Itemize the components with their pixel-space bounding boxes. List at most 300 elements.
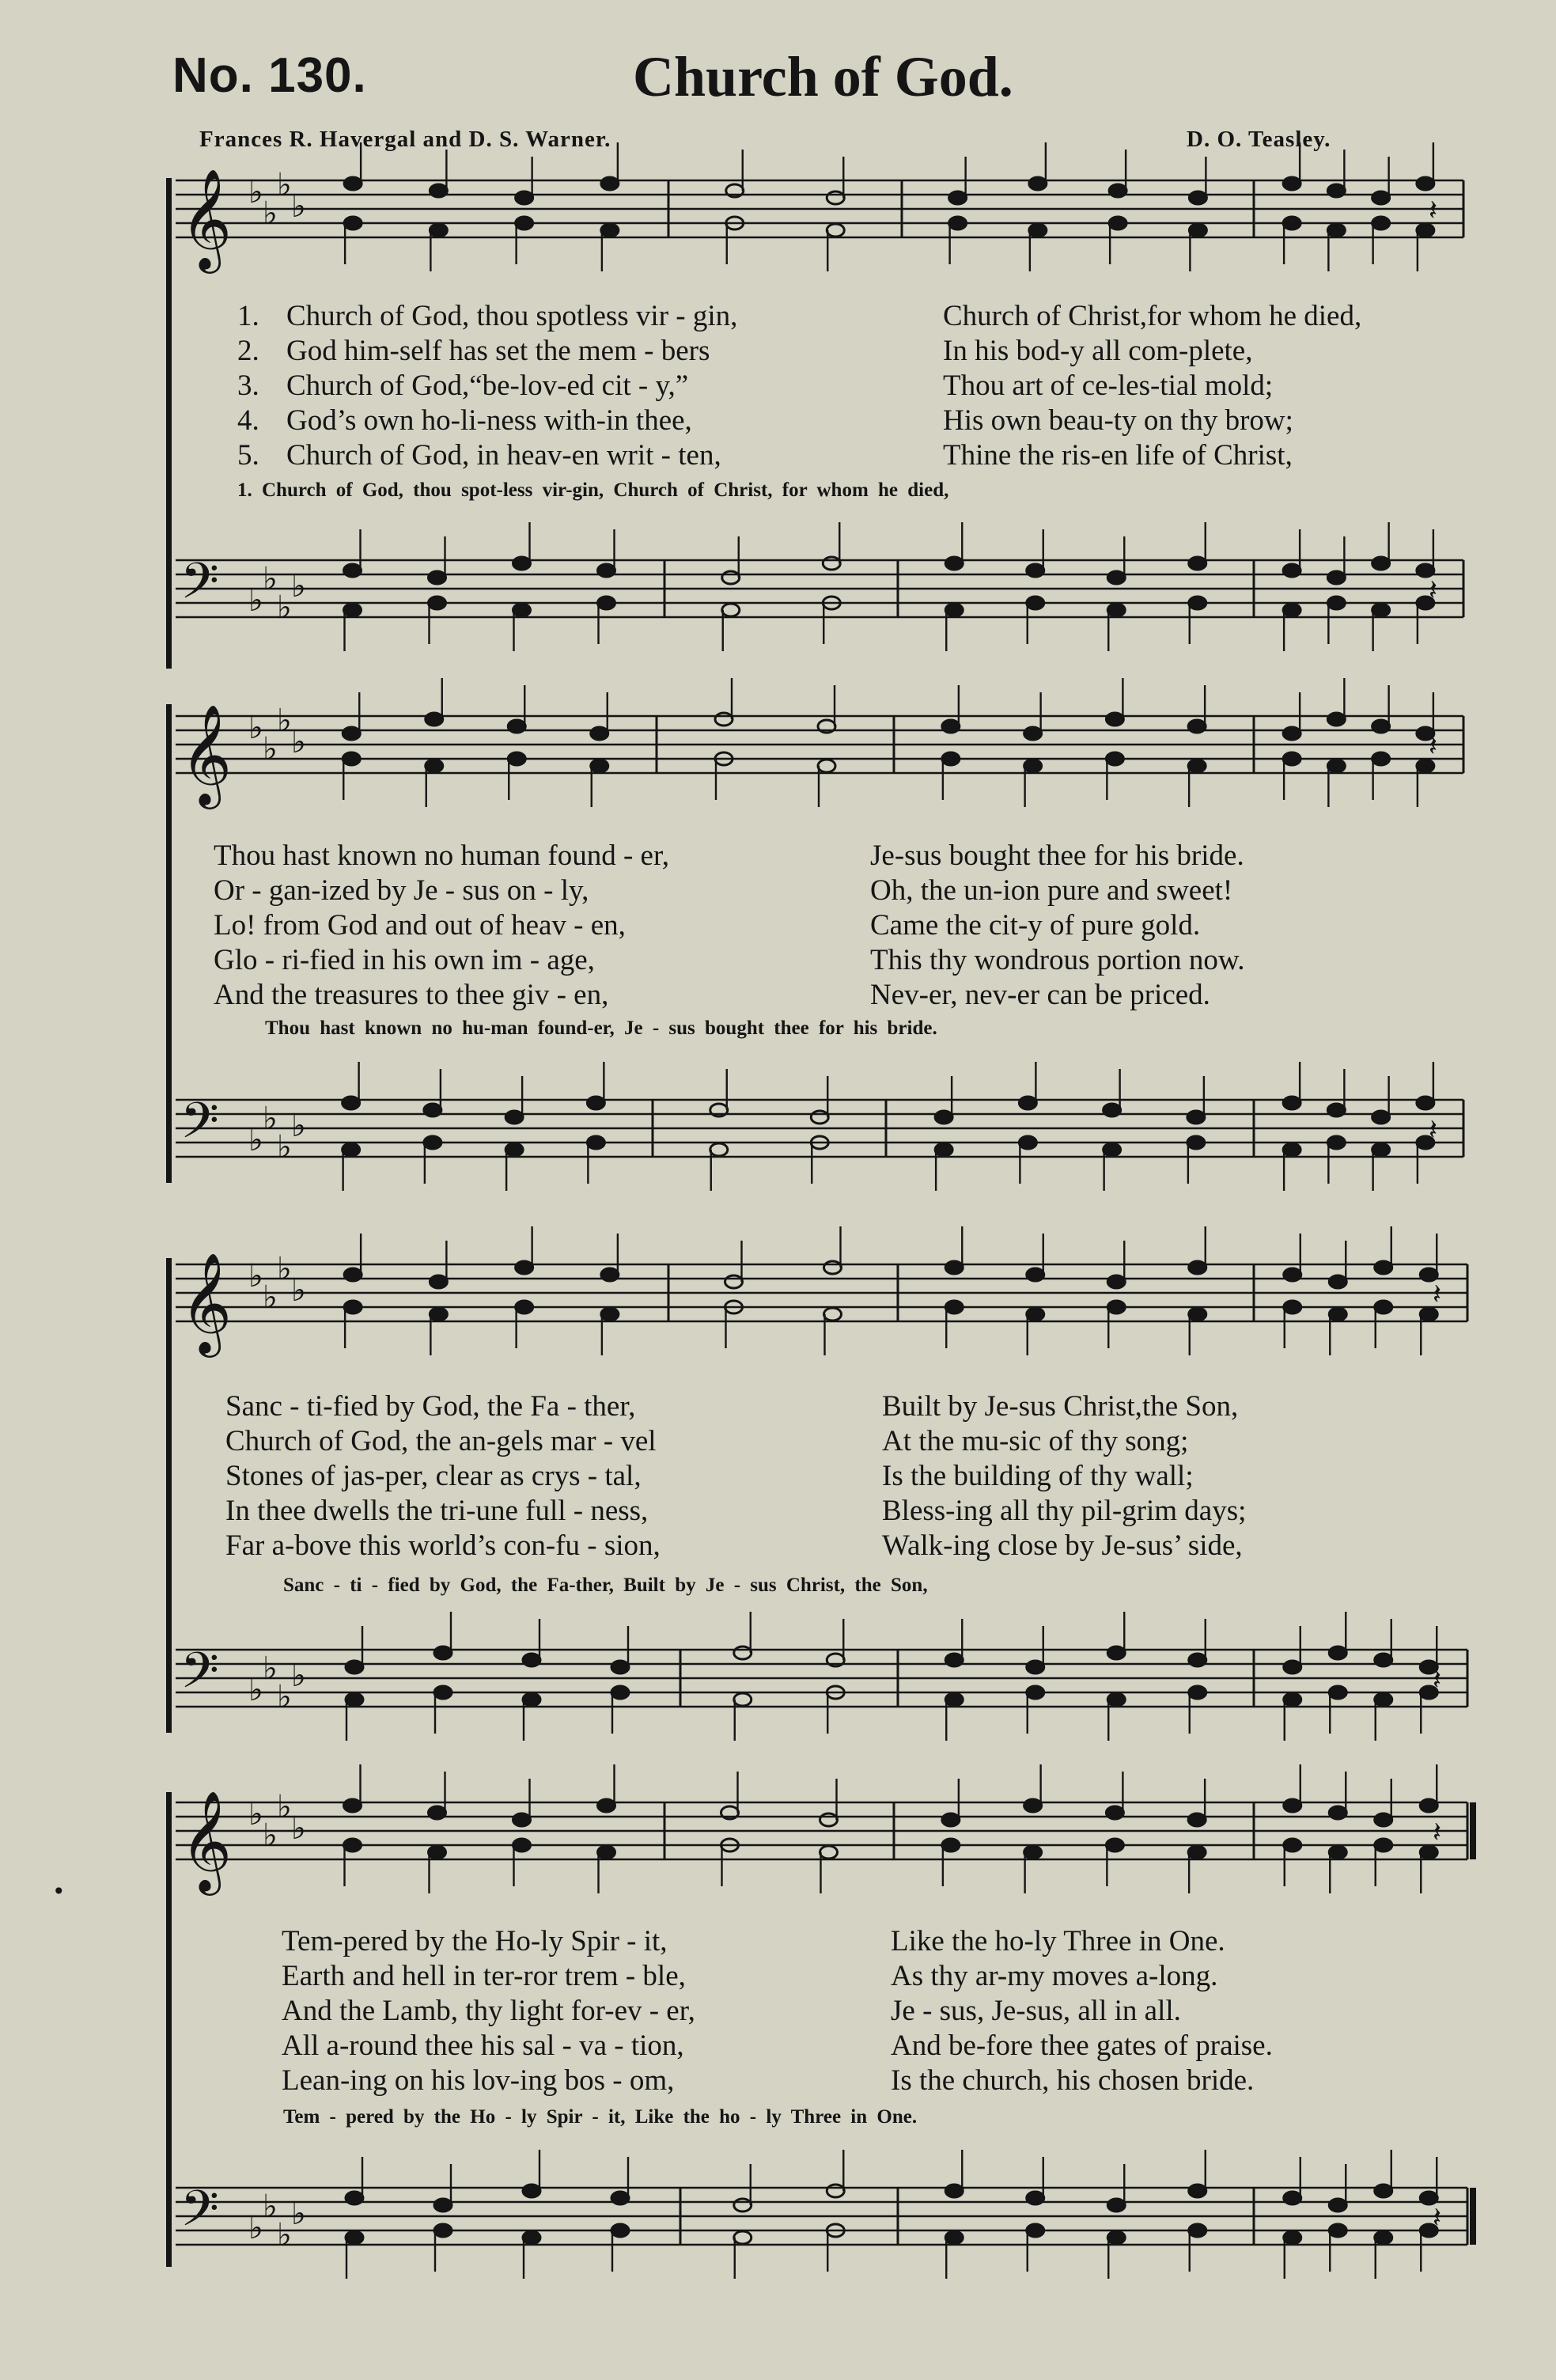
note-head: [1283, 727, 1300, 740]
bass-clef: 𝄢: [180, 1641, 219, 1711]
note-head: [516, 1301, 533, 1313]
note-head: [1283, 604, 1300, 616]
note-head: [1327, 760, 1345, 772]
flat-sign: ♭: [291, 1810, 306, 1847]
note-head: [818, 760, 835, 772]
note-head: [601, 224, 619, 237]
note-head: [1106, 1839, 1123, 1851]
note-head: [1019, 1136, 1036, 1149]
note-head: [434, 2199, 452, 2211]
rest-symbol: 𝄽: [1429, 195, 1438, 227]
verse-line: [225, 1389, 1459, 1424]
lyric-second-half: Is the building of thy wall;: [882, 1460, 1194, 1492]
note-head: [1106, 1806, 1123, 1819]
verse-line: [214, 839, 1448, 874]
flat-sign: ♭: [248, 1672, 263, 1708]
note-head: [945, 1654, 963, 1666]
note-head: [434, 2224, 452, 2237]
flat-sign: ♭: [277, 167, 292, 203]
flat-sign: ♭: [248, 1258, 263, 1294]
note-head: [823, 557, 840, 570]
lyric-first-half: Church of God, in heav-en writ - ten,: [286, 439, 721, 472]
rest-symbol: 𝄽: [1433, 1664, 1442, 1696]
note-head: [824, 1308, 842, 1321]
note-head: [343, 727, 360, 740]
note-head: [344, 177, 362, 190]
note-head: [820, 1813, 838, 1826]
note-head: [1372, 1143, 1390, 1156]
lyric-first-half: All a-round thee his sal - va - tion,: [282, 2029, 684, 2062]
verse-line: [214, 978, 1448, 1013]
note-head: [505, 1111, 523, 1124]
flat-sign: ♭: [263, 2189, 278, 2225]
verse-line: [214, 874, 1448, 908]
note-head: [1283, 1097, 1300, 1109]
note-head: [430, 224, 447, 237]
note-head: [1187, 1111, 1205, 1124]
note-head: [1027, 1308, 1044, 1321]
note-head: [505, 1143, 523, 1156]
flat-sign: ♭: [248, 174, 263, 210]
note-head: [1375, 1654, 1392, 1666]
note-head: [1327, 224, 1345, 237]
flat-sign: ♭: [263, 561, 278, 597]
note-head: [935, 1111, 952, 1124]
verse-line: [225, 1529, 1459, 1563]
verses-system-2: [214, 839, 1448, 1013]
final-barline: [1470, 2188, 1476, 2245]
note-head: [508, 752, 525, 765]
note-head: [710, 1143, 728, 1156]
note-head: [1107, 2199, 1125, 2211]
note-head: [1104, 1104, 1121, 1116]
note-head: [1327, 713, 1345, 726]
note-head: [344, 604, 362, 616]
note-head: [508, 720, 525, 733]
final-barline: [1470, 1802, 1476, 1859]
lyric-second-half: Built by Je-sus Christ,the Son,: [882, 1390, 1239, 1423]
lyric-first-half: Thou hast known no human found - er,: [214, 839, 670, 872]
note-head: [598, 597, 615, 609]
lyric-second-half: And be-fore thee gates of praise.: [891, 2029, 1273, 2062]
note-head: [945, 1261, 963, 1274]
note-head: [611, 2224, 629, 2237]
lyric-first-half: Lean-ing on his lov-ing bos - om,: [282, 2064, 675, 2097]
note-head: [827, 2185, 844, 2197]
note-head: [1189, 557, 1206, 570]
note-head: [1329, 1806, 1346, 1819]
note-head: [715, 713, 733, 726]
note-head: [827, 224, 844, 237]
lyric-second-half: Nev-er, nev-er can be priced.: [870, 979, 1210, 1011]
note-head: [734, 2231, 751, 2244]
note-head: [1189, 2224, 1206, 2237]
rest-symbol: 𝄽: [1433, 2202, 1442, 2234]
treble-clef: 𝄞: [180, 168, 233, 269]
lyric-second-half: Church of Christ,for whom he died,: [943, 300, 1362, 332]
note-head: [1375, 1301, 1392, 1313]
verse-number: 1.: [237, 300, 259, 332]
rest-symbol: 𝄽: [1429, 1114, 1438, 1146]
note-head: [429, 571, 446, 584]
note-head: [1375, 1261, 1392, 1274]
note-head: [942, 752, 960, 765]
flat-sign: ♭: [263, 195, 278, 232]
note-head: [1375, 1693, 1392, 1706]
bass-lyrics-1: 1. Church of God, thou spot-less vir-gin, Church of Christ, for whom he died,: [237, 479, 949, 501]
note-head: [426, 713, 443, 726]
note-head: [1109, 184, 1126, 197]
note-head: [598, 1799, 615, 1812]
note-head: [1188, 1813, 1206, 1826]
note-head: [1329, 1275, 1346, 1288]
note-head: [1284, 1268, 1301, 1281]
note-head: [1283, 217, 1300, 229]
note-head: [942, 720, 960, 733]
flat-sign: ♭: [291, 1108, 306, 1144]
note-head: [942, 1839, 960, 1851]
note-head: [1107, 2231, 1125, 2244]
note-head: [601, 1268, 619, 1281]
verse-line: [282, 2029, 1516, 2064]
flat-sign: ♭: [263, 1650, 278, 1687]
bass-lyrics-4: Tem - pered by the Ho - ly Spir - it, Like the ho - ly Three in One.: [283, 2106, 918, 2128]
note-head: [824, 1261, 842, 1274]
lyric-first-half: Far a-bove this world’s con-fu - sion,: [225, 1529, 661, 1562]
note-head: [1188, 720, 1206, 733]
note-head: [1187, 1136, 1205, 1149]
lyric-first-half: In thee dwells the tri-une full - ness,: [225, 1495, 649, 1527]
note-head: [513, 557, 531, 570]
flat-sign: ♭: [277, 1679, 292, 1715]
flat-sign: ♭: [263, 1279, 278, 1316]
note-head: [1027, 597, 1044, 609]
note-head: [424, 1136, 441, 1149]
hymn-number: No. 130.: [172, 48, 367, 103]
composer-credit: D. O. Teasley.: [1187, 127, 1331, 152]
note-head: [1027, 2224, 1044, 2237]
note-head: [1327, 184, 1345, 197]
note-head: [1283, 752, 1300, 765]
verse-line: [237, 369, 1471, 404]
rest-symbol: 𝄽: [1429, 730, 1438, 763]
note-head: [1329, 1686, 1346, 1699]
margin-dot: •: [52, 1878, 66, 1904]
note-head: [1107, 571, 1125, 584]
lyric-second-half: Thou art of ce-les-tial mold;: [943, 370, 1274, 402]
note-head: [587, 1097, 604, 1109]
note-head: [1372, 604, 1390, 616]
note-head: [1327, 1104, 1345, 1116]
lyricist-credit: Frances R. Havergal and D. S. Warner.: [199, 127, 611, 152]
rest-symbol: 𝄽: [1433, 1279, 1442, 1311]
note-head: [516, 1261, 533, 1274]
verse-line: [237, 438, 1471, 473]
note-head: [1372, 720, 1390, 733]
verse-number: 5.: [237, 439, 259, 472]
note-head: [1107, 1693, 1125, 1706]
note-head: [611, 2192, 629, 2204]
verse-line: [214, 908, 1448, 943]
note-head: [1284, 1661, 1301, 1673]
flat-sign: ♭: [291, 724, 306, 760]
note-head: [1027, 564, 1044, 577]
note-head: [344, 564, 362, 577]
note-head: [1329, 2224, 1346, 2237]
note-head: [424, 1104, 441, 1116]
note-head: [591, 760, 608, 772]
flat-sign: ♭: [277, 2217, 292, 2253]
note-head: [942, 1813, 960, 1826]
note-head: [1284, 1693, 1301, 1706]
note-head: [1189, 1261, 1206, 1274]
treble-clef: 𝄞: [180, 1790, 233, 1891]
note-head: [1327, 597, 1345, 609]
note-head: [601, 177, 619, 190]
lyric-second-half: Thine the ris-en life of Christ,: [943, 439, 1293, 472]
note-head: [1284, 1839, 1301, 1851]
verse-line: [282, 2064, 1516, 2098]
lyric-second-half: His own beau-ty on thy brow;: [943, 404, 1293, 437]
verse-line: [237, 299, 1471, 334]
note-head: [1329, 1647, 1346, 1659]
note-head: [343, 1143, 360, 1156]
note-head: [587, 1136, 604, 1149]
flat-sign: ♭: [277, 703, 292, 739]
flat-sign: ♭: [291, 1658, 306, 1694]
verses-system-3: [225, 1389, 1459, 1563]
note-head: [516, 217, 533, 229]
note-head: [343, 1097, 360, 1109]
note-head: [1283, 564, 1300, 577]
lyric-second-half: This thy wondrous portion now.: [870, 944, 1245, 976]
note-head: [1284, 2192, 1301, 2204]
note-head: [1283, 1143, 1300, 1156]
lyric-first-half: Glo - ri-fied in his own im - age,: [214, 944, 595, 976]
note-head: [734, 2199, 751, 2211]
note-head: [945, 2185, 963, 2197]
note-head: [523, 1654, 540, 1666]
lyric-first-half: And the treasures to thee giv - en,: [214, 979, 609, 1011]
flat-sign: ♭: [277, 1251, 292, 1287]
note-head: [949, 191, 967, 204]
flat-sign: ♭: [248, 1796, 263, 1832]
rest-symbol: 𝄽: [1433, 1817, 1442, 1849]
flat-sign: ♭: [263, 1817, 278, 1854]
note-head: [426, 760, 443, 772]
note-head: [344, 1839, 362, 1851]
note-head: [429, 1846, 446, 1859]
note-head: [346, 1693, 363, 1706]
note-head: [1109, 217, 1126, 229]
note-head: [523, 2185, 540, 2197]
note-head: [346, 2192, 363, 2204]
note-head: [945, 557, 963, 570]
note-head: [1104, 1143, 1121, 1156]
lyric-first-half: Sanc - ti-fied by God, the Fa - ther,: [225, 1390, 636, 1423]
note-head: [1189, 191, 1206, 204]
lyric-second-half: In his bod-y all com-plete,: [943, 335, 1253, 367]
flat-sign: ♭: [291, 568, 306, 604]
note-head: [734, 1647, 751, 1659]
note-head: [935, 1143, 952, 1156]
note-head: [945, 2231, 963, 2244]
note-head: [1372, 1111, 1390, 1124]
note-head: [1329, 2199, 1346, 2211]
note-head: [343, 752, 360, 765]
note-head: [513, 1839, 531, 1851]
note-head: [1420, 1799, 1437, 1812]
note-head: [516, 191, 533, 204]
note-head: [430, 1308, 447, 1321]
bass-clef: 𝄢: [180, 1091, 219, 1162]
note-head: [1024, 1846, 1042, 1859]
flat-sign: ♭: [248, 1122, 263, 1158]
note-head: [1189, 2185, 1206, 2197]
note-head: [1189, 1686, 1206, 1699]
note-head: [429, 597, 446, 609]
lyric-first-half: Or - gan-ized by Je - sus on - ly,: [214, 874, 589, 907]
note-head: [1024, 727, 1042, 740]
verse-number: 4.: [237, 404, 259, 437]
note-head: [725, 1275, 743, 1288]
bass-clef: 𝄢: [180, 2179, 219, 2249]
note-head: [1106, 713, 1123, 726]
lyric-second-half: Bless-ing all thy pil-grim days;: [882, 1495, 1247, 1527]
note-head: [1107, 1301, 1125, 1313]
treble-clef: 𝄞: [180, 1252, 233, 1353]
note-head: [611, 1686, 629, 1699]
note-head: [1329, 1308, 1346, 1321]
note-head: [820, 1846, 838, 1859]
flat-sign: ♭: [277, 589, 292, 626]
note-head: [1372, 752, 1390, 765]
note-head: [1027, 2192, 1044, 2204]
note-head: [1284, 1301, 1301, 1313]
verses-system-4: [282, 1924, 1516, 2098]
note-head: [945, 1693, 963, 1706]
verses-system-1: [237, 299, 1471, 473]
note-head: [346, 1661, 363, 1673]
note-head: [1375, 1839, 1392, 1851]
flat-sign: ♭: [263, 731, 278, 767]
verse-line: [214, 943, 1448, 978]
note-head: [1372, 217, 1390, 229]
note-head: [430, 1275, 447, 1288]
note-head: [1189, 1654, 1206, 1666]
lyric-second-half: Oh, the un-ion pure and sweet!: [870, 874, 1233, 907]
verse-line: [225, 1494, 1459, 1529]
note-head: [598, 564, 615, 577]
verse-line: [282, 1959, 1516, 1994]
verse-line: [282, 1994, 1516, 2029]
note-head: [827, 191, 844, 204]
note-head: [1019, 1097, 1036, 1109]
lyric-second-half: Came the cit-y of pure gold.: [870, 909, 1201, 942]
note-head: [1327, 571, 1345, 584]
note-head: [513, 604, 531, 616]
note-head: [344, 1268, 362, 1281]
note-head: [1284, 2231, 1301, 2244]
note-head: [1375, 2185, 1392, 2197]
note-head: [722, 604, 740, 616]
flat-sign: ♭: [277, 1789, 292, 1825]
note-head: [1107, 1647, 1125, 1659]
lyric-first-half: Church of God,“be-lov-ed cit - y,”: [286, 370, 689, 402]
bass-lyrics-2: Thou hast known no hu-man found-er, Je - sus bought thee for his bride.: [265, 1018, 937, 1039]
note-head: [811, 1111, 828, 1124]
note-head: [601, 1308, 619, 1321]
note-head: [346, 2231, 363, 2244]
note-head: [430, 184, 447, 197]
lyric-second-half: Like the ho-ly Three in One.: [891, 1925, 1225, 1957]
note-head: [945, 1301, 963, 1313]
lyric-second-half: Walk-ing close by Je-sus’ side,: [882, 1529, 1243, 1562]
note-head: [344, 1301, 362, 1313]
note-head: [1284, 1799, 1301, 1812]
note-head: [1029, 224, 1047, 237]
verse-line: [225, 1424, 1459, 1459]
flat-sign: ♭: [291, 188, 306, 225]
note-head: [1107, 604, 1125, 616]
note-head: [1417, 1097, 1434, 1109]
lyric-second-half: Je - sus, Je-sus, all in all.: [891, 1995, 1181, 2027]
lyric-first-half: Church of God, thou spotless vir - gin,: [286, 300, 738, 332]
lyric-second-half: At the mu-sic of thy song;: [882, 1425, 1189, 1457]
note-head: [513, 1813, 531, 1826]
note-head: [1027, 1661, 1044, 1673]
flat-sign: ♭: [291, 2196, 306, 2232]
note-head: [1029, 177, 1047, 190]
verse-line: [282, 1924, 1516, 1959]
verse-line: [237, 334, 1471, 369]
note-head: [1329, 1846, 1346, 1859]
note-head: [1024, 1799, 1042, 1812]
note-head: [1027, 1268, 1044, 1281]
note-head: [1027, 1686, 1044, 1699]
lyric-first-half: God’s own ho-li-ness with-in thee,: [286, 404, 692, 437]
lyric-second-half: Is the church, his chosen bride.: [891, 2064, 1255, 2097]
lyric-first-half: And the Lamb, thy light for-ev - er,: [282, 1995, 695, 2027]
verse-number: 2.: [237, 335, 259, 367]
note-head: [1106, 752, 1123, 765]
flat-sign: ♭: [263, 1101, 278, 1137]
lyric-first-half: Lo! from God and out of heav - en,: [214, 909, 626, 942]
verse-line: [237, 404, 1471, 438]
bass-clef: 𝄢: [180, 551, 219, 622]
lyric-second-half: As thy ar-my moves a-long.: [891, 1960, 1218, 1992]
note-head: [1107, 1275, 1125, 1288]
note-head: [598, 1846, 615, 1859]
note-head: [1375, 1813, 1392, 1826]
lyric-first-half: Stones of jas-per, clear as crys - tal,: [225, 1460, 642, 1492]
note-head: [1188, 760, 1206, 772]
note-head: [949, 217, 967, 229]
flat-sign: ♭: [248, 2210, 263, 2246]
note-head: [1417, 177, 1434, 190]
verse-number: 3.: [237, 370, 259, 402]
note-head: [611, 1661, 629, 1673]
note-head: [1372, 557, 1390, 570]
note-head: [1189, 597, 1206, 609]
note-head: [945, 604, 963, 616]
note-head: [429, 1806, 446, 1819]
note-head: [523, 2231, 540, 2244]
flat-sign: ♭: [291, 1272, 306, 1309]
note-head: [344, 1799, 362, 1812]
note-head: [722, 571, 740, 584]
lyric-first-half: Earth and hell in ter-ror trem - ble,: [282, 1960, 686, 1992]
